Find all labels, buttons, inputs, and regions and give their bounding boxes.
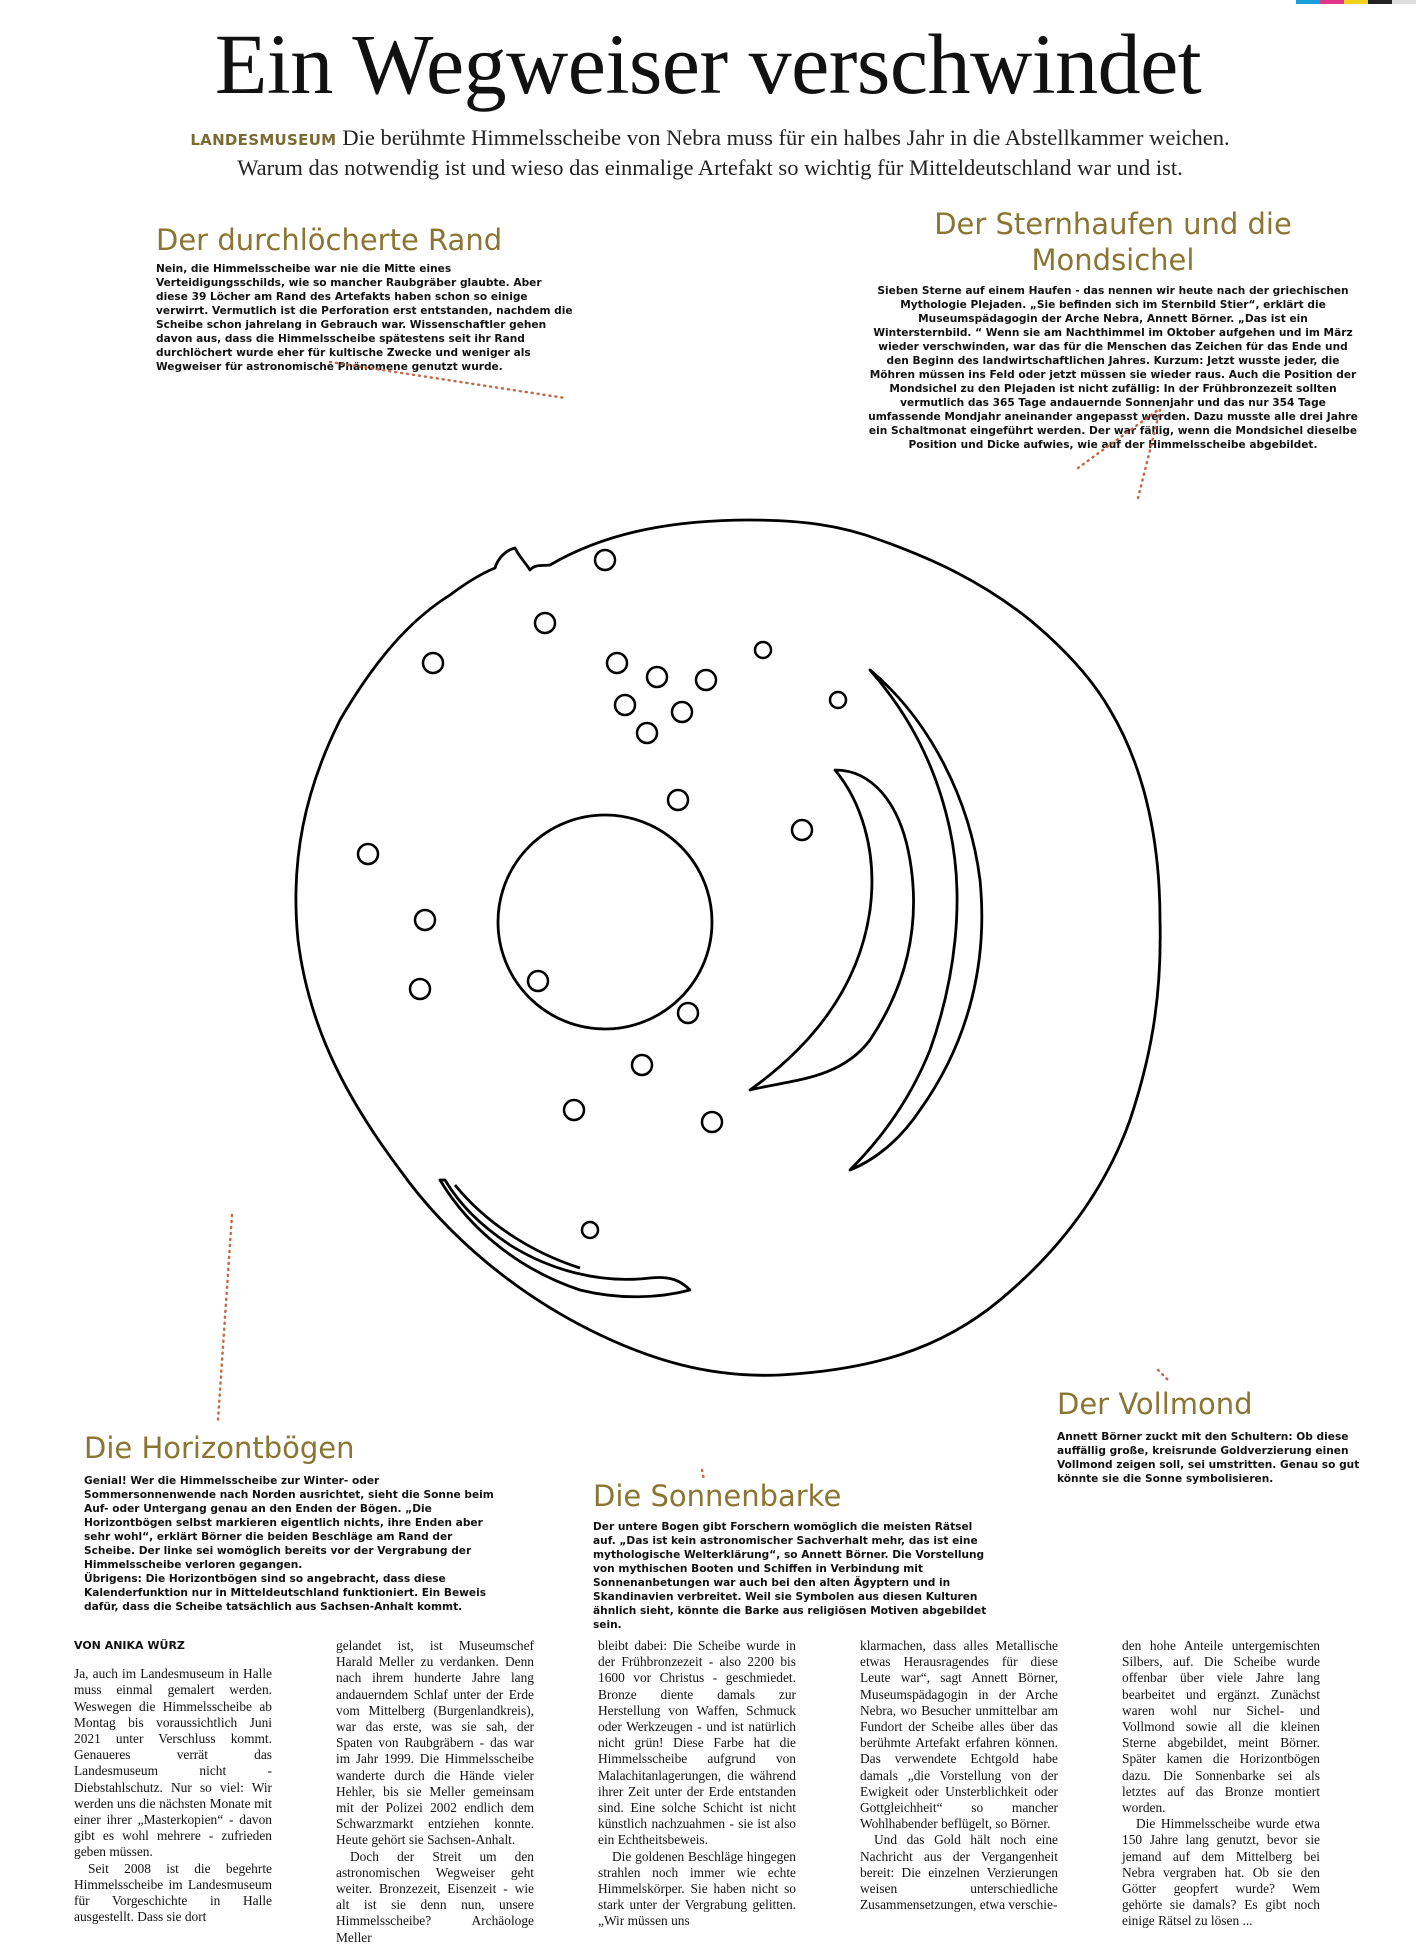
article-column-2 [336,1638,534,1946]
article-paragraph: Ja, auch im Landesmuseum in Halle muss einmal gemalert werden. Weswegen die Himmelsscheibe ab Montag bis voraussichtlich Juni 2021 unter Verschluss kommt. Genaueres verrät das Landesmuseum nicht - Diebstahlschutz. Nur so viel: Wir werden uns die nächsten Monate mit einer ihrer „Masterkopien“ - davon gibt es wohl mehrere - zufrieden geben müssen. [74,1666,272,1860]
article-paragraph: Seit 2008 ist die begehrte Himmelsscheibe im Landesmuseum für Vorgeschichte in Halle ausgestellt. Dass sie dort [74,1860,272,1925]
stern [672,702,692,722]
pointer-sternhaufen-left [1078,410,1158,468]
pointer-sonnenbarke [702,1470,704,1480]
infobox-sternhaufen-title: Der Sternhaufen und die Mondsichel [934,207,1292,277]
infobox-horizontboegen-text-1: Genial! Wer die Himmelsscheibe zur Winter- oder Sommersonnenwende nach Norden ausrichtet, sieht die Sonne beim Auf- oder Untergang genau an den Enden der Bögen. „Die Horizontbögen selbst markieren eigentlich nichts, ihre Enden aber sehr wohl“, erklärt Börner die beiden Beschläge am Rand der Scheibe. Der linke sei womöglich bereits vor der Vergrabung der Himmelsscheibe verloren gegangen. [84,1475,494,1571]
stern [615,695,635,715]
stern [607,653,627,673]
stern [637,723,657,743]
stern [410,979,430,999]
article-paragraph: Die goldenen Beschläge hingegen strahlen noch immer wie echte Himmelskörper. Sie haben nicht so stark unter der Vergrabung gelitten. „Wir müssen uns [598,1848,796,1929]
infobox-horizontboegen-text-2: Übrigens: Die Horizontbögen sind so angebracht, dass diese Kalenderfunktion nur in Mitteldeutschland funktioniert. Ein Beweis dafür, dass die Scheibe tatsächlich aus Sachsen-Anhalt kommt. [84,1573,487,1613]
stern [595,550,615,570]
lead-line-1: Die berühmte Himmelsscheibe von Nebra muss für ein halbes Jahr in die Abstellkammer weichen. [342,125,1230,150]
stern [755,642,771,658]
himmelsscheibe-illustration [280,500,1180,1380]
byline: VON ANIKA WÜRZ [74,1639,185,1652]
stern [564,1100,584,1120]
article-column-3 [598,1638,796,1930]
stern [696,670,716,690]
article-paragraph: Die Himmelsscheibe wurde etwa 150 Jahre lang genutzt, bevor sie jemand auf dem Mittelberg bei Nebra vergraben hat. Ob sie den Götter geopfert wurde? Wem gehörte sie damals? Es gibt noch einige Rätsel zu lösen ... [1122,1816,1320,1929]
stern [668,790,688,810]
vollmond [498,815,712,1029]
stern [702,1112,722,1132]
article-paragraph: Und das Gold hält noch eine Nachricht aus der Vergangenheit bereit: Die einzelnen Verzierungen weisen unterschiedliche Zusammensetzungen, etwa verschie- [860,1832,1058,1913]
sonnenbarke-innen [455,1185,580,1268]
infobox-sternhaufen-text: Sieben Sterne auf einem Haufen - das nennen wir heute nach der griechischen Mythologie Plejaden. „Sie befinden sich im Sternbild Stier“, erklärt die Museumspädagogin der Arche Nebra, Annett Börner. „Das ist ein Wintersternbild. “ Wenn sie am Nachthimmel im Oktober aufgehen und im März wieder verschwinden, war das für die Menschen das Zeichen für das Ende und den Beginn des landwirtschaftlichen Jahres. Kurzum: Jetzt wusste jeder, die Möhren müssen ins Feld oder jetzt müssen sie wieder raus. Auch die Position der Mondsichel zu den Plejaden ist nicht zufällig: In der Frühbronzezeit sollten vermutlich das 365 Tage andauernde Sonnenjahr und das nur 354 Tage umfassende Mondjahr aneinander angepasst werden. Dazu musste alle drei Jahre ein Schaltmonat eingeführt werden. Der war fällig, wenn die Mondsichel dieselbe Position und Dicke aufwies, wie auf der Himmelsscheibe abgebildet. [868,285,1358,451]
article-body [74,1638,1384,1945]
infobox-sonnenbarke-title: Die Sonnenbarke [593,1479,842,1513]
lead-line-2: Warum das notwendig ist und wieso das einmalige Artefakt so wichtig für Mitteldeutschland war und ist. [237,155,1183,180]
article-paragraph: klarmachen, dass alles Metallische etwas Herausragendes für diese Leute war“, sagt Annett Börner, Museumspädagogin in der Arche Nebra, wo Besucher unmittelbar am Fundort der Scheibe alles über das berühmte Artefakt erfahren können. Das verwendete Echtgold habe damals „die Vorstellung von der Ewigkeit oder Unsterblichkeit oder Gottgleichheit“ so mancher Wohlhabender beflügelt, so Börner. [860,1638,1058,1832]
stern [423,653,443,673]
stern [647,667,667,687]
infobox-rand-title: Der durchlöcherte Rand [156,223,503,257]
stern [358,844,378,864]
article-paragraph: bleibt dabei: Die Scheibe wurde in der Frühbronzezeit - also 2200 bis 1600 vor Christus - geschmiedet. Bronze diente damals zur Herstellung von Waffen, Schmuck oder Werkzeugen - und ist natürlich nicht grün! Diese Farbe hat die Himmelsscheibe aufgrund von Malachitanlagerungen, die während ihrer Zeit unter der Erde entstanden sind. Eine solche Schicht ist nicht künstlich nachzuahmen - sie ist also ein Echtheitsbeweis. [598,1638,796,1848]
stern [535,613,555,633]
lead-kicker: LANDESMUSEUM [190,131,337,149]
pointer-rand [330,362,565,398]
article-paragraph: gelandet ist, ist Museumschef Harald Meller zu verdanken. Denn nach ihrem hunderte Jahre lang andauerndem Schlaf unter der Erde vom Mittelberg (Burgenlandkreis), war das erste, was sie sah, der Spaten von Raubgräbern - das war im Jahr 1999. Die Himmelsscheibe wanderte durch die Hände vieler Hehler, bis sie Meller gemeinsam mit der Polizei 2002 endlich dem Schwarzmarkt entziehen konnte. Heute gehört sie Sachsen-Anhalt. [336,1638,534,1848]
stern [528,971,548,991]
infobox-horizontboegen-title: Die Horizontbögen [84,1431,355,1465]
stern [678,1003,698,1023]
pointer-horizontboegen [218,1215,232,1420]
infobox-vollmond-text: Annett Börner zuckt mit den Schultern: Ob diese auffällig große, kreisrunde Goldverzierung einen Vollmond zeigen soll, sei umstritten. Genau so gut könnte sie die Sonne symbolisieren. [1057,1431,1360,1485]
headline: Ein Wegweiser verschwindet [214,16,1202,112]
article-paragraph: den hohe Anteile untergemischten Silbers, auf. Die Scheibe wurde offenbar über viele Jahre lang bearbeitet und ergänzt. Zunächst waren wohl nur Sichel- und Vollmond sowie all die kleinen Sterne abgebildet, meint Börner. Später kamen die Horizontbögen dazu. Die Sonnenbarke sei als letztes auf das Bronze montiert worden. [1122,1638,1320,1816]
article-column-5 [1122,1638,1320,1930]
infobox-sonnenbarke-text: Der untere Bogen gibt Forschern womöglich die meisten Rätsel auf. „Das ist kein astronomischer Sachverhalt mehr, das ist eine mythologische Welterklärung“, so Annett Börner. Die Vorstellung von mythischen Booten und Schiffen in Verbindung mit Sonnenanbetungen war auch bei den alten Ägyptern und in Skandinavien verbreitet. Weil sie Symbolen aus diesen Kulturen ähnlich sieht, könnte die Barke aus religiösen Motiven abgebildet sein. [593,1521,987,1631]
article-column-4 [860,1638,1058,1913]
infobox-vollmond-title: Der Vollmond [1057,1387,1253,1421]
infobox-rand-text: Nein, die Himmelsscheibe war nie die Mitte eines Verteidigungsschilds, wie so mancher Raubgräber glaubte. Aber diese 39 Löcher am Rand des Artefakts haben schon so einige verwirrt. Vermutlich ist die Perforation erst entstanden, nachdem die Scheibe schon jahrelang in Gebrauch war. Wissenschaftler gehen davon aus, dass die Himmelsscheibe spätestens seit ihr Rand durchlöchert wurde eher für kultische Zwecke und weniger als Wegweiser für astronomische Phänomene genutzt wurde. [156,263,573,373]
sonnenbarke [440,1180,690,1297]
stern [582,1222,598,1238]
stern [632,1055,652,1075]
mondsichel [750,770,914,1090]
article-paragraph: Doch der Streit um den astronomischen Wegweiser geht weiter. Bronzezeit, Eisenzeit - wie alt ist sie denn nun, unsere Himmelsscheibe? Archäologe Meller [336,1848,534,1945]
disc-outline [296,520,1160,1375]
stern [830,692,846,708]
stern [792,820,812,840]
stern [415,910,435,930]
article-column-1 [74,1638,272,1925]
